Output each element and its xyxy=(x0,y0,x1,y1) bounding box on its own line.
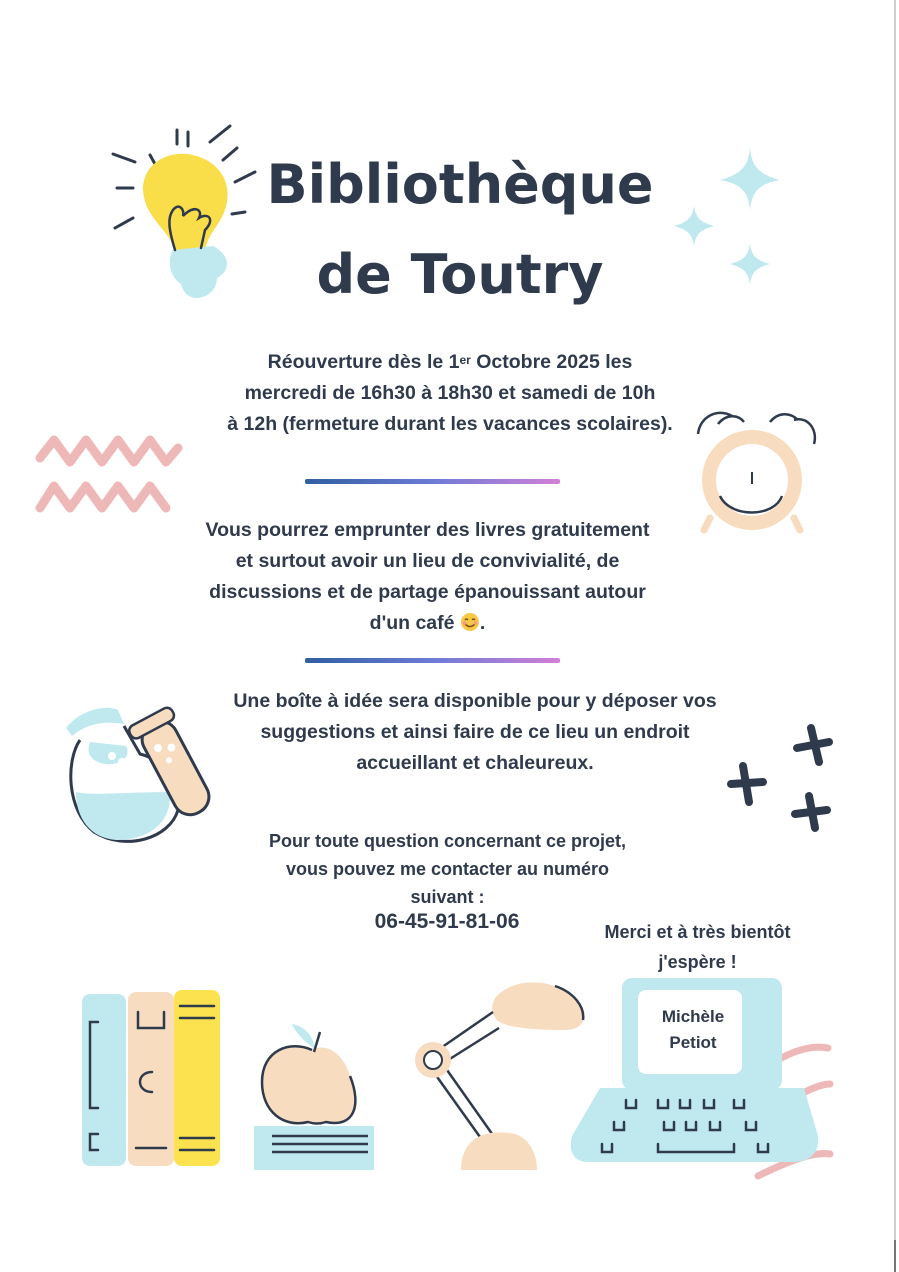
desk-lamp-icon xyxy=(405,978,590,1173)
opening-text-start: Réouverture dès le 1 xyxy=(267,351,460,373)
idea-box-paragraph xyxy=(175,686,775,779)
opening-hours-paragraph xyxy=(150,347,750,440)
contact-line-2: vous pouvez me contacter au numéro xyxy=(285,859,610,879)
contact-line-1: Pour toute question concernant ce projet, xyxy=(268,831,627,851)
signature-first-name: Michèle xyxy=(661,1007,725,1026)
sparkle-icon xyxy=(672,148,792,293)
page-edge-line xyxy=(894,0,896,1272)
idea-line-3: accueillant et chaleureux. xyxy=(356,752,594,774)
closing-line-2: j'espère ! xyxy=(658,952,737,972)
title-line-1: Bibliothèque xyxy=(266,153,654,216)
signature xyxy=(638,1004,748,1056)
lightbulb-icon xyxy=(105,120,275,310)
contact-paragraph xyxy=(250,827,645,911)
emoji-smile-icon xyxy=(460,612,480,632)
ordinal-superscript: er xyxy=(459,353,471,367)
closing-message xyxy=(570,917,825,977)
borrow-line-2: et surtout avoir un lieu de convivialité, de xyxy=(235,550,620,572)
borrow-paragraph xyxy=(160,515,695,639)
signature-last-name: Petiot xyxy=(669,1033,717,1052)
contact-line-3: suivant : xyxy=(410,887,485,907)
closing-line-1: Merci et à très bientôt xyxy=(604,922,791,942)
page-edge-shadow xyxy=(894,1240,896,1272)
idea-line-1: Une boîte à idée sera disponible pour y déposer vos xyxy=(233,690,717,712)
divider-1 xyxy=(305,479,560,484)
title-line-2: de Toutry xyxy=(316,243,604,306)
phone-number: 06-45-91-81-06 xyxy=(374,910,520,933)
zigzag-icon xyxy=(38,428,183,523)
borrow-line-4: d'un café xyxy=(369,612,455,634)
borrow-line-4-end: . xyxy=(479,612,486,634)
opening-line-2: mercredi de 16h30 à 18h30 et samedi de 10h xyxy=(244,382,656,404)
borrow-line-1: Vous pourrez emprunter des livres gratuitement xyxy=(205,519,650,541)
cross-stars-icon xyxy=(725,722,840,837)
divider-2 xyxy=(305,658,560,663)
borrow-line-3: discussions et de partage épanouissant autour xyxy=(209,581,646,603)
books-icon xyxy=(80,988,228,1170)
idea-line-2: suggestions et ainsi faire de ce lieu un endroit xyxy=(260,721,690,743)
opening-text-end: Octobre 2025 les xyxy=(470,351,633,373)
opening-line-3: à 12h (fermeture durant les vacances scolaires). xyxy=(227,413,673,435)
apple-icon xyxy=(250,1020,380,1175)
